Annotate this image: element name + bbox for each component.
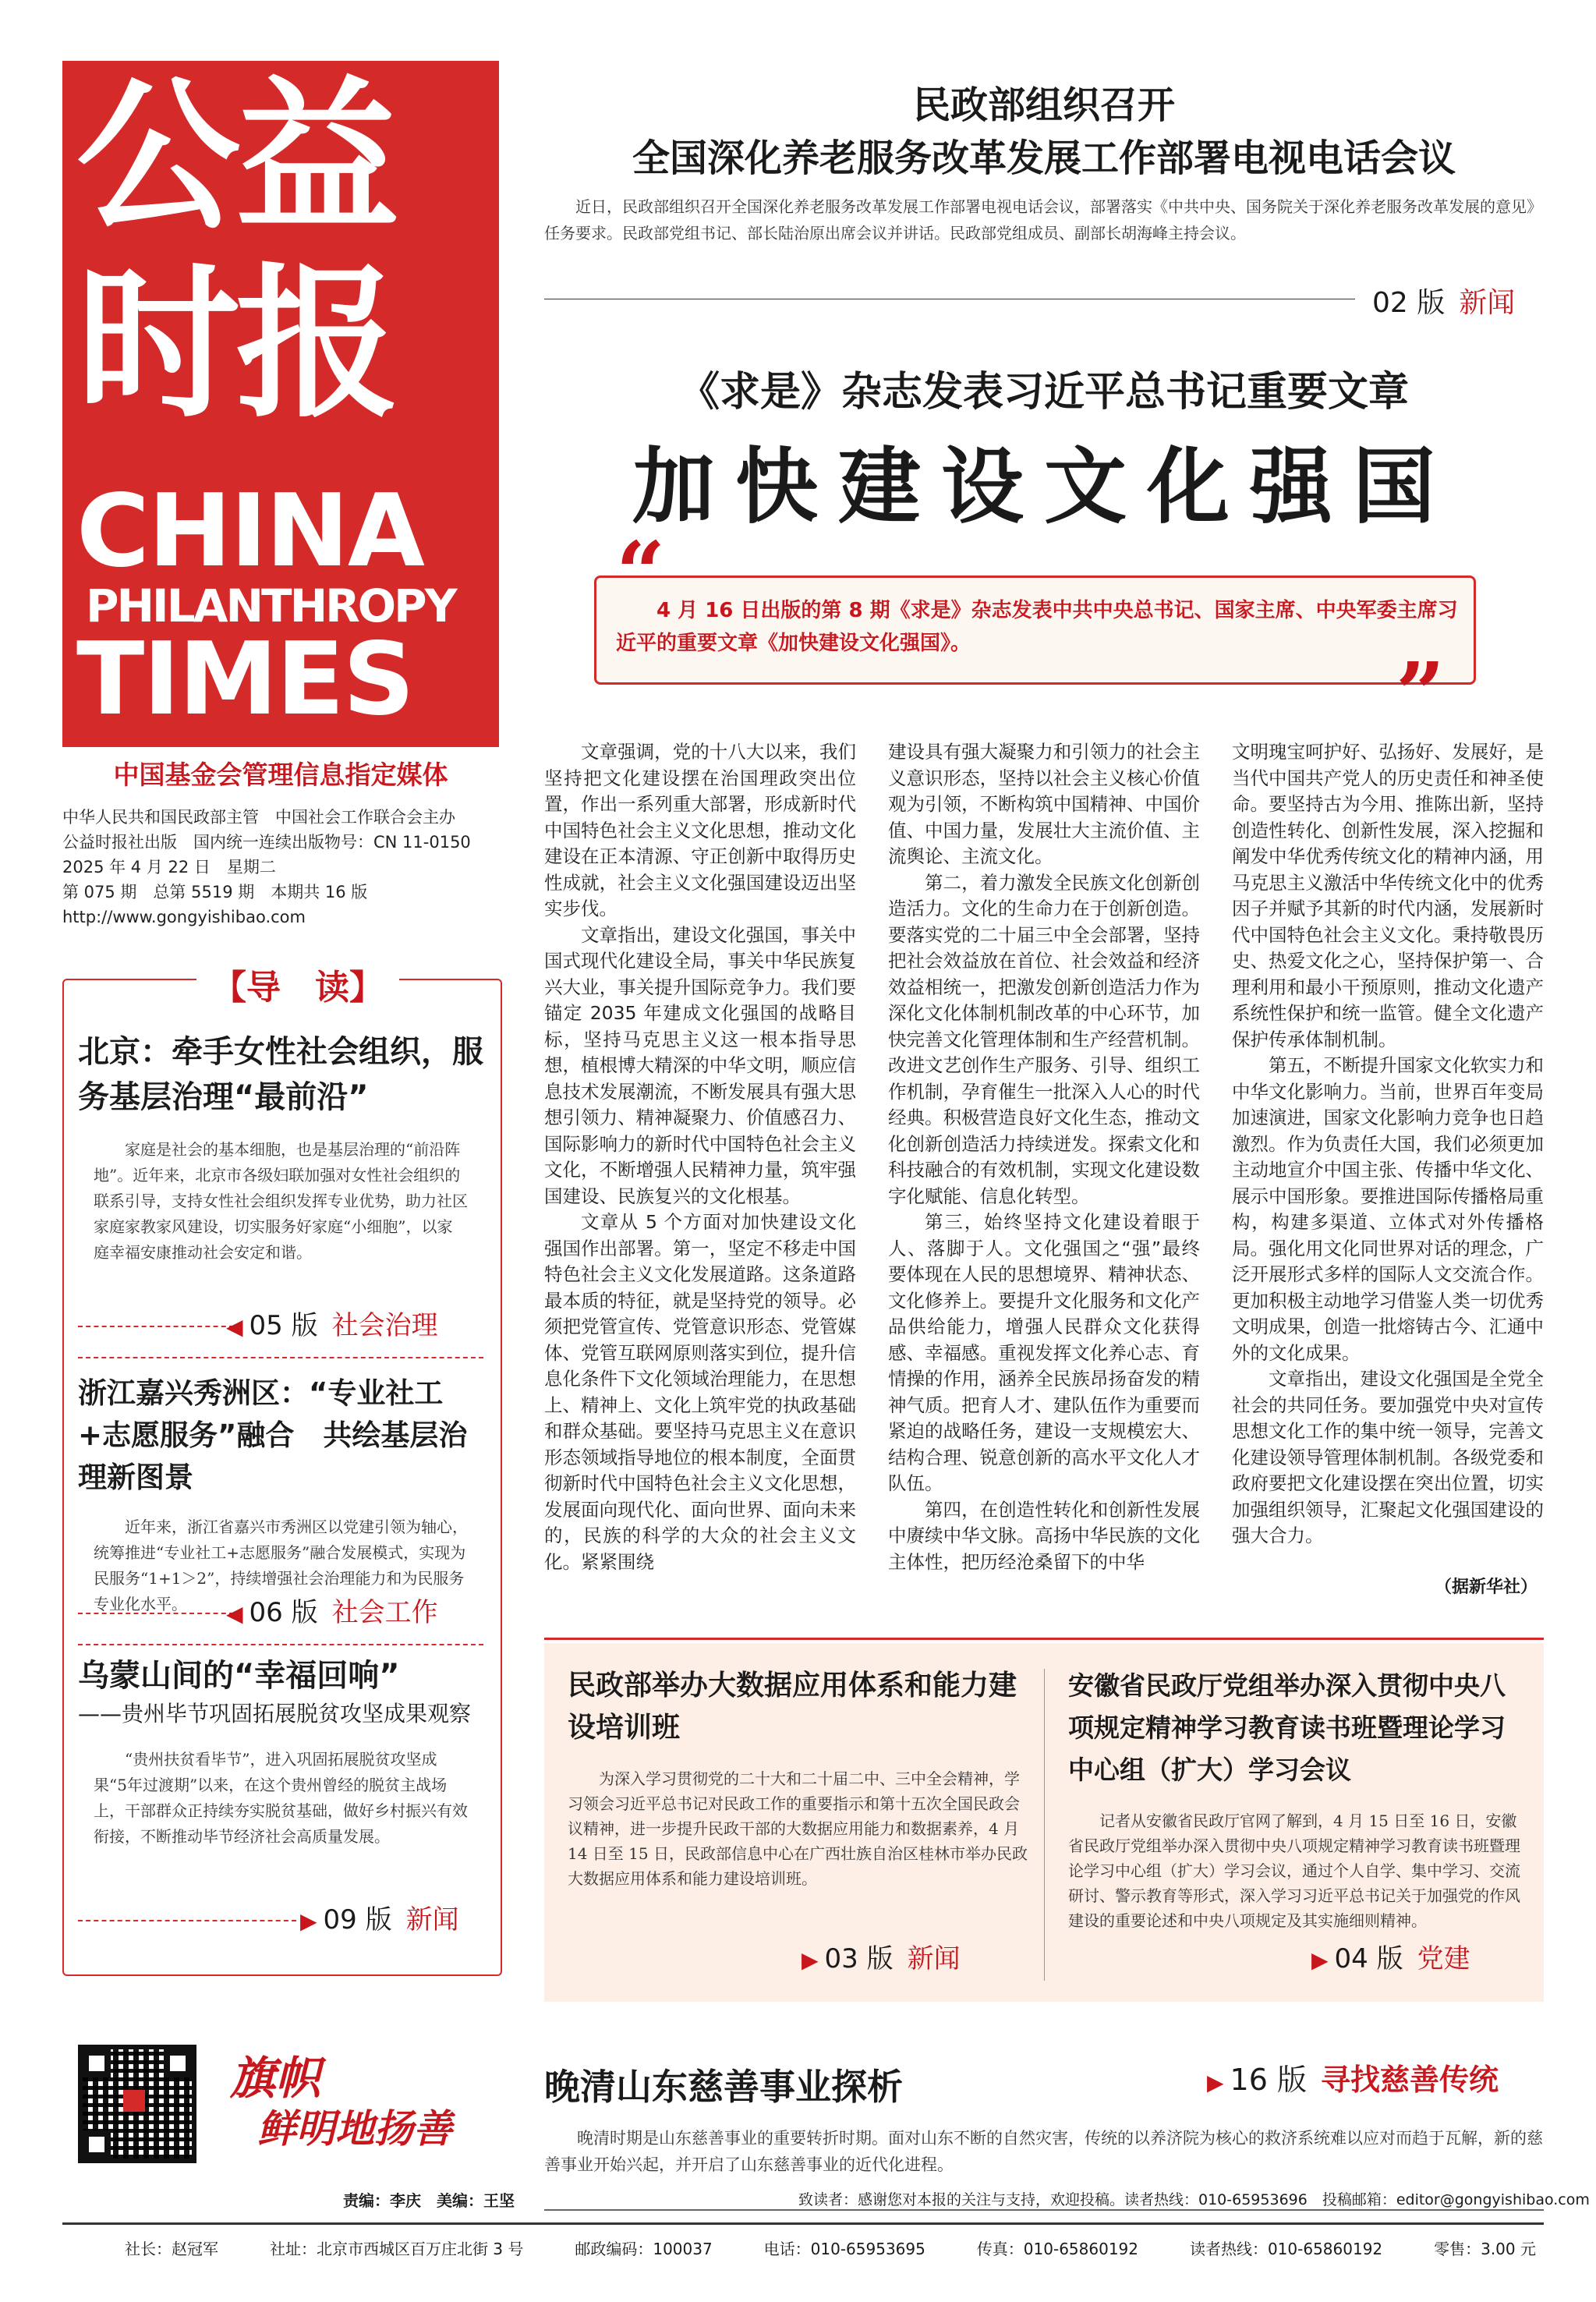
news-item-body: 为深入学习贯彻党的二十大和二十届二中、三中全会精神，学习领会习近平总书记对民政工作的重要指示和第十五次全国民政会议精神，进一步提升民政干部的大数据应用能力和数据素养，4 月 14 日至 15 日，民政部信息中心在广西壮族自治区桂林市举办民政大数据应用体系和能力建设培训班。	[568, 1769, 1028, 1888]
main-story-headline[interactable]: 加快建设文化强国	[632, 439, 1456, 535]
top-story-title-line1[interactable]: 民政部组织召开	[912, 83, 1175, 127]
page-ref[interactable]: ▶ 09 版 新闻	[300, 1904, 459, 1935]
promo-body: 晚清时期是山东慈善事业的重要转折时期。面对山东不断的自然灾害，传统的以养济院为核心的救济系统难以应对而趋于瓦解，新的慈善事业开始兴起，并开启了山东慈善事业的近代化进程。	[544, 2129, 1543, 2174]
article-column-3	[1232, 739, 1544, 1549]
publication-info	[62, 805, 507, 930]
page-ref[interactable]: ▶ 16 版 寻找慈善传统	[1207, 2063, 1499, 2097]
triangle-icon: ◀	[226, 1601, 243, 1627]
footer-president: 社长：赵冠军	[125, 2240, 218, 2258]
article-column-1	[544, 739, 856, 1575]
page-ref[interactable]: 02 版 新闻	[1372, 287, 1516, 319]
masthead-cn-line1: 公益	[76, 60, 395, 253]
divider	[544, 2209, 1544, 2211]
qr-code-icon[interactable]	[78, 2045, 196, 2163]
divider	[78, 1613, 234, 1614]
article-column-2	[888, 739, 1200, 1575]
guide-item-title[interactable]: 乌蒙山间的“幸福回响”	[78, 1658, 400, 1694]
guide-item[interactable]	[78, 1029, 483, 1266]
triangle-icon: ◀	[226, 1314, 243, 1340]
footer-phone: 电话：010-65953695	[763, 2240, 925, 2258]
reader-note: 致读者：感谢您对本报的关注与支持，欢迎投稿。读者热线：010-65953696 投稿邮箱：editor@gongyishibao.com	[798, 2191, 1590, 2208]
article-paragraph: 第二，着力激发全民族文化创新创造活力。文化的生命力在于创新创造。要落实党的二十届三中全会部署，坚持把社会效益放在首位、社会效益和经济效益相统一，把激发创新创造活力作为深化文化体制机制改革的中心环节，加快完善文化管理体制和生产经营机制。改进文艺创作生产服务、引导、组织工作机制，孕育催生一批深入人心的时代经典。积极营造良好文化生态，推动文化创新创造活力持续迸发。探索文化和科技融合的有效机制，实现文化建设数字化赋能、信息化转型。	[888, 871, 1200, 1207]
article-paragraph: 第五，不断提升国家文化软实力和中华文化影响力。当前，世界百年变局加速演进，国家文化影响力竞争也日趋激烈。作为负责任大国，我们必须更加主动地宣介中国主张、传播中华文化、展示中国形象。要推进国际传播格局重构，构建多渠道、立体式对外传播格局。强化用文化同世界对话的理念，广泛开展形式多样的国际人文交流合作。更加积极主动地学习借鉴人类一切优秀文明成果，创造一批熔铸古今、汇通中外的文化成果。	[1232, 1054, 1544, 1364]
masthead-en-line1: CHINA	[76, 473, 423, 590]
news-item[interactable]	[1068, 1665, 1528, 1933]
footer-postcode: 邮政编码：100037	[575, 2240, 713, 2258]
article-paragraph: 文明瑰宝呵护好、弘扬好、发展好，是当代中国共产党人的历史责任和神圣使命。要坚持古为今用、推陈出新，坚持创造性转化、创新性发展，深入挖掘和阐发中华优秀传统文化的精神内涵，用马克思主义激活中华传统文化中的优秀因子并赋予其新的时代内涵，发展新时代中国特色社会主义文化。秉持敬畏历史、热爱文化之心，坚持保护第一、合理利用和最小干预原则，推动文化遗产系统性保护和统一监管。健全文化遗产保护传承体制机制。	[1232, 741, 1544, 1050]
guide-title: 【导 读】	[196, 959, 399, 1009]
divider	[78, 1326, 234, 1327]
footer-address: 社址：北京市西城区百万庄北街 3 号	[269, 2240, 524, 2258]
triangle-icon: ▶	[1207, 2070, 1224, 2095]
page-ref[interactable]: ▶ 03 版 新闻	[802, 1943, 961, 1974]
divider	[1044, 1669, 1045, 1981]
article-paragraph: 文章指出，建设文化强国，事关中国式现代化建设全局，事关中华民族复兴大业，事关提升国际竞争力。我们要锚定 2035 年建成文化强国的战略目标，坚持马克思主义这一根本指导思想，植根博大精深的中华文明，顺应信息技术发展潮流，不断发展具有强大思想引领力、精神凝聚力、价值感召力、国际影响力的新时代中国特色社会主义文化，不断增强人民精神力量，筑牢强国建设、民族复兴的文化根基。	[544, 923, 856, 1207]
footer	[125, 2236, 1536, 2259]
footer-price: 零售：3.00 元	[1434, 2240, 1536, 2258]
page-ref[interactable]: ◀ 05 版 社会治理	[226, 1310, 438, 1341]
article-paragraph: 第三，始终坚持文化建设着眼于人、落脚于人。文化强国之“强”最终要体现在人民的思想境界、精神状态、文化修养上。要提升文化服务和文化产品供给能力，增强人民群众文化获得感、幸福感。重视发挥文化养心志、育情操的作用，涵养全民族昂扬奋发的精神气质。把育人才、建队伍作为重要而紧迫的战略任务，建设一支规模宏大、结构合理、锐意创新的高水平文化人才队伍。	[888, 1211, 1200, 1494]
guide-item-body: 家庭是社会的基本细胞，也是基层治理的“前沿阵地”。近年来，北京市各级妇联加强对女性社会组织的联系引导，支持女性社会组织发挥专业优势，助力社区家庭家教家风建设，切实服务好家庭“小细胞”，以家庭幸福安康推动社会安定和谐。	[94, 1140, 468, 1262]
triangle-icon: ▶	[802, 1947, 819, 1973]
footer-hotline: 读者热线：010-65860192	[1189, 2240, 1383, 2258]
page-ref[interactable]: ▶ 04 版 党建	[1311, 1943, 1470, 1974]
triangle-icon: ▶	[300, 1908, 317, 1934]
guide-item-title[interactable]: 浙江嘉兴秀洲区：“专业社工+志愿服务”融合 共绘基层治理新图景	[78, 1376, 468, 1494]
guide-item[interactable]	[78, 1372, 483, 1617]
website-link[interactable]: http://www.gongyishibao.com	[62, 908, 306, 926]
top-story-lead: 近日，民政部组织召开全国深化养老服务改革发展工作部署电视电话会议，部署落实《中共中央、国务院关于深化养老服务改革发展的意见》任务要求。民政部党组书记、部长陆治原出席会议并讲话。民政部党组成员、副部长胡海峰主持会议。	[544, 197, 1542, 243]
article-paragraph: 文章指出，建设文化强国是全党全社会的共同任务。要加强党中央对宣传思想文化工作的集中统一领导，完善文化建设领导管理体制机制。各级党委和政府要把文化建设摆在突出位置，切实加强组织领导，汇聚起文化强国建设的强大合力。	[1232, 1368, 1544, 1546]
article-paragraph: 第四，在创造性转化和创新性发展中赓续中华文脉。高扬中华民族的文化主体性，把历经沧桑留下的中华	[888, 1498, 1200, 1573]
masthead-en-line3: TIMES	[76, 622, 413, 738]
guide-item-body: 近年来，浙江省嘉兴市秀洲区以党建引领为轴心，统筹推进“专业社工+志愿服务”融合发展模式，实现为民服务“1+1＞2”，持续增强社会治理能力和为民服务专业化水平。	[94, 1518, 468, 1613]
news-item-title[interactable]: 安徽省民政厅党组举办深入贯彻中央八项规定精神学习教育读书班暨理论学习中心组（扩大）学习会议	[1068, 1670, 1506, 1785]
masthead-en-line2: PHILANTHROPY	[86, 579, 455, 632]
masthead-cn-line2: 时报	[76, 247, 395, 440]
divider	[78, 1357, 483, 1358]
divider	[62, 2222, 1544, 2225]
divider	[544, 1638, 1544, 1640]
page-ref[interactable]: ◀ 06 版 社会工作	[226, 1597, 438, 1628]
news-item-body: 记者从安徽省民政厅官网了解到，4 月 15 日至 16 日，安徽省民政厅党组举办深入贯彻中央八项规定精神学习教育读书班暨理论学习中心组（扩大）学习会议，通过个人自学、集中学习、交流研讨、警示教育等形式，深入学习习近平总书记关于加强党的作风建设的重要论述和中央八项规定及其实施细则精神。	[1068, 1811, 1520, 1930]
pub-line-issue: 第 075 期 总第 5519 期 本期共 16 版	[62, 883, 368, 901]
quote-open-icon: “	[616, 522, 666, 623]
article-source: （据新华社）	[1435, 1578, 1538, 1597]
pub-line-date: 2025 年 4 月 22 日 星期二	[62, 858, 276, 877]
article-paragraph: 文章强调，党的十八大以来，我们坚持把文化建设摆在治国理政突出位置，作出一系列重大部署，形成新时代中国特色社会主义文化思想，推动文化建设在正本清源、守正创新中取得历史性成就，社会主义文化强国建设迈出坚实步伐。	[544, 741, 856, 919]
slogan-line2: 鲜明地扬善	[257, 2105, 452, 2151]
guide-item-subtitle: ——贵州毕节巩固拓展脱贫攻坚成果观察	[78, 1701, 472, 1726]
guide-item-body: “贵州扶贫看毕节”，进入巩固拓展脱贫攻坚成果“5年过渡期”以来，在这个贵州曾经的脱贫主战场上，干部群众正持续夯实脱贫基础，做好乡村振兴有效衔接，不断推动毕节经济社会高质量发展。	[94, 1750, 468, 1846]
divider	[78, 1644, 483, 1645]
designation-text: 中国基金会管理信息指定媒体	[113, 760, 448, 790]
editors-credit: 责编：李庆 美编：王坚	[343, 2191, 515, 2210]
article-paragraph: 建设具有强大凝聚力和引领力的社会主义意识形态，坚持以社会主义核心价值观为引领，不断构筑中国精神、中国价值、中国力量，发展壮大主流价值、主流舆论、主流文化。	[888, 741, 1200, 867]
triangle-icon: ▶	[1311, 1947, 1329, 1973]
quote-close-icon: ”	[1396, 643, 1446, 744]
masthead-logo	[62, 61, 499, 747]
divider	[78, 1920, 296, 1921]
pub-line-sponsor: 中华人民共和国民政部主管 中国社会工作联合会主办	[62, 808, 455, 827]
footer-fax: 传真：010-65860192	[976, 2240, 1138, 2258]
top-story-title-line2[interactable]: 全国深化养老服务改革发展工作部署电视电话会议	[632, 136, 1456, 180]
guide-item[interactable]	[78, 1653, 483, 1850]
main-story-kicker[interactable]: 《求是》杂志发表习近平总书记重要文章	[678, 369, 1409, 416]
promo-title[interactable]: 晚清山东慈善事业探析	[544, 2066, 903, 2108]
slogan-line1: 旗帜	[230, 2052, 321, 2105]
news-item[interactable]	[568, 1665, 1028, 1891]
guide-item-title[interactable]: 北京：牵手女性社会组织，服务基层治理“最前沿”	[78, 1034, 483, 1115]
article-paragraph: 文章从 5 个方面对加快建设文化强国作出部署。第一，坚定不移走中国特色社会主义文化发展道路。这条道路最本质的特征，就是坚持党的领导。必须把党管宣传、党管意识形态、党管媒体、党管互联网原则落实到位，提升信息化条件下文化领域治理能力，在思想上、精神上、文化上筑牢党的执政基础和群众基础。要坚持马克思主义在意识形态领域指导地位的根本制度，全面贯彻新时代中国特色社会主义文化思想，发展面向现代化、面向世界、面向未来的，民族的科学的大众的社会主义文化。紧紧围绕	[544, 1211, 856, 1573]
quote-text: 4 月 16 日出版的第 8 期《求是》杂志发表中共中央总书记、国家主席、中央军委主席习近平的重要文章《加快建设文化强国》。	[616, 599, 1458, 655]
news-item-title[interactable]: 民政部举办大数据应用体系和能力建设培训班	[568, 1670, 1017, 1744]
pub-line-publisher: 公益时报社出版 国内统一连续出版物号：CN 11-0150	[62, 833, 471, 852]
